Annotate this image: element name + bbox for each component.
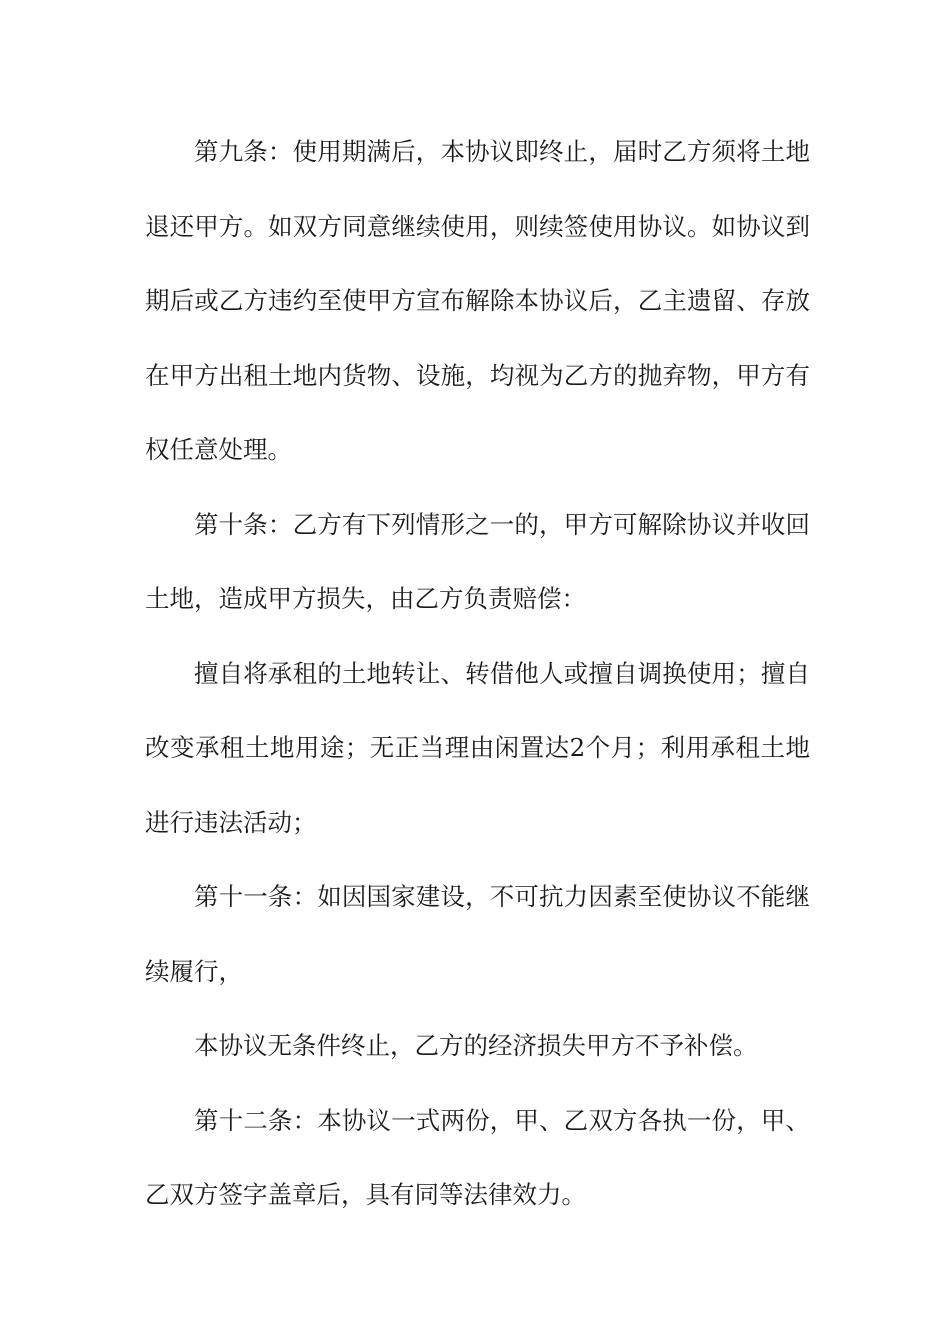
paragraph-article-12: 第十二条：本协议一式两份，甲、乙双方各执一份，甲、乙双方签字盖章后，具有同等法律效力。 (145, 1105, 810, 1209)
paragraph-article-10: 第十条：乙方有下列情形之一的，甲方可解除协议并收回土地，造成甲方损失，由乙方负责赔偿： (145, 509, 810, 613)
paragraph-article-9: 第九条：使用期满后，本协议即终止，届时乙方须将土地退还甲方。如双方同意继续使用，则续签使用协议。如协议到期后或乙方违约至使甲方宣布解除本协议后，乙主遗留、存放在甲方出租土地内货物、设施，均视为乙方的抛弃物，甲方有权任意处理。 (145, 137, 810, 464)
paragraph-article-11-continued: 本协议无条件终止，乙方的经济损失甲方不予补偿。 (194, 1031, 758, 1060)
paragraph-article-10-items: 擅自将承租的土地转让、转借他人或擅自调换使用；擅自改变承租土地用途；无正当理由闲置达2个月；利用承租土地进行违法活动； (145, 658, 810, 837)
paragraph-article-11: 第十一条：如因国家建设，不可抗力因素至使协议不能继续履行， (145, 882, 810, 986)
document-body (145, 115, 810, 1233)
